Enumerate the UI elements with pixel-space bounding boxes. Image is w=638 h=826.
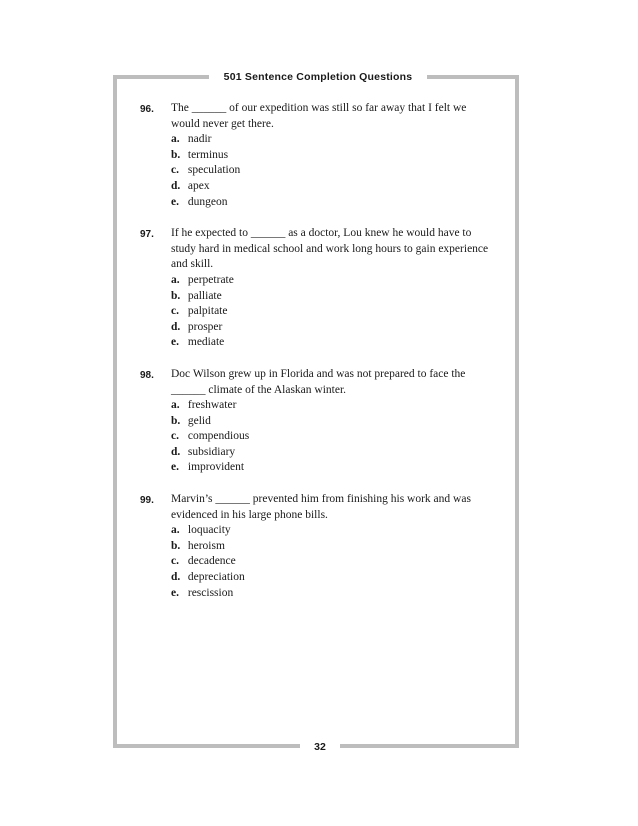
option-letter: a. (171, 524, 180, 537)
option-c (171, 429, 500, 445)
option-text: apex (187, 179, 210, 192)
option-text: dungeon (187, 195, 228, 208)
option-a (171, 523, 500, 539)
question-text: The ______ of our expedition was still so far away that I felt we would never get there. (171, 102, 467, 130)
option-d (171, 179, 500, 195)
option-text: rescission (187, 586, 234, 599)
option-e (171, 195, 500, 211)
option-d (171, 320, 500, 336)
option-letter: a. (171, 133, 180, 146)
option-b (171, 148, 500, 164)
option-text: speculation (187, 164, 241, 177)
option-text: perpetrate (187, 273, 234, 286)
question-text: Doc Wilson grew up in Florida and was not prepared to face the ______ climate of the Alaskan winter. (171, 367, 466, 396)
option-e (171, 335, 500, 351)
option-text: improvident (187, 461, 245, 474)
option-letter: e. (171, 461, 179, 474)
option-letter: b. (171, 289, 181, 302)
option-letter: e. (171, 336, 179, 349)
option-text: mediate (187, 336, 225, 349)
question-98 (140, 367, 500, 476)
option-c (171, 163, 500, 179)
option-c (171, 304, 500, 320)
option-text: heroism (187, 539, 225, 552)
option-text: compendious (187, 430, 250, 443)
option-e (171, 586, 500, 602)
option-text: palpitate (187, 305, 228, 318)
question-99 (140, 492, 500, 601)
option-a (171, 398, 500, 414)
answer-options (171, 273, 500, 351)
question-number: 96. (140, 104, 154, 115)
option-letter: c. (171, 555, 179, 568)
option-text: subsidiary (187, 445, 236, 458)
option-text: terminus (187, 148, 229, 161)
option-letter: b. (171, 414, 181, 427)
option-b (171, 414, 500, 430)
question-number: 99. (140, 495, 154, 507)
option-letter: e. (171, 586, 179, 599)
question-list (140, 101, 500, 617)
option-letter: a. (171, 273, 180, 286)
option-letter: c. (171, 430, 179, 443)
option-text: prosper (187, 320, 223, 333)
option-e (171, 460, 500, 476)
option-letter: a. (171, 399, 180, 412)
answer-options (171, 523, 500, 601)
question-96 (140, 101, 500, 210)
option-text: palliate (187, 289, 222, 302)
option-a (171, 273, 500, 289)
option-letter: d. (171, 445, 181, 458)
option-c (171, 554, 500, 570)
option-letter: d. (171, 179, 181, 192)
question-97 (140, 226, 500, 351)
option-letter: c. (171, 305, 179, 318)
page-number: 32 (300, 738, 340, 756)
answer-options (171, 132, 500, 210)
running-header: 501 Sentence Completion Questions (209, 69, 427, 85)
option-letter: d. (171, 571, 181, 584)
question-number: 97. (140, 229, 154, 241)
option-letter: b. (171, 539, 181, 552)
question-text: Marvin’s ______ prevented him from finishing his work and was evidenced in his large phone bills. (171, 493, 471, 521)
option-letter: d. (171, 320, 181, 333)
option-d (171, 445, 500, 461)
option-text: gelid (187, 414, 211, 427)
option-letter: c. (171, 164, 179, 177)
option-text: nadir (187, 133, 212, 146)
option-text: depreciation (187, 571, 245, 584)
option-b (171, 289, 500, 305)
question-text: If he expected to ______ as a doctor, Lou knew he would have to study hard in medical school and work long hours to gain experience and skill. (171, 227, 489, 271)
option-letter: b. (171, 148, 181, 161)
option-d (171, 570, 500, 586)
option-a (171, 132, 500, 148)
option-letter: e. (171, 195, 179, 208)
question-number: 98. (140, 369, 154, 381)
option-text: freshwater (187, 399, 237, 412)
option-text: decadence (187, 555, 236, 568)
option-b (171, 539, 500, 555)
option-text: loquacity (187, 524, 231, 537)
answer-options (171, 398, 500, 476)
